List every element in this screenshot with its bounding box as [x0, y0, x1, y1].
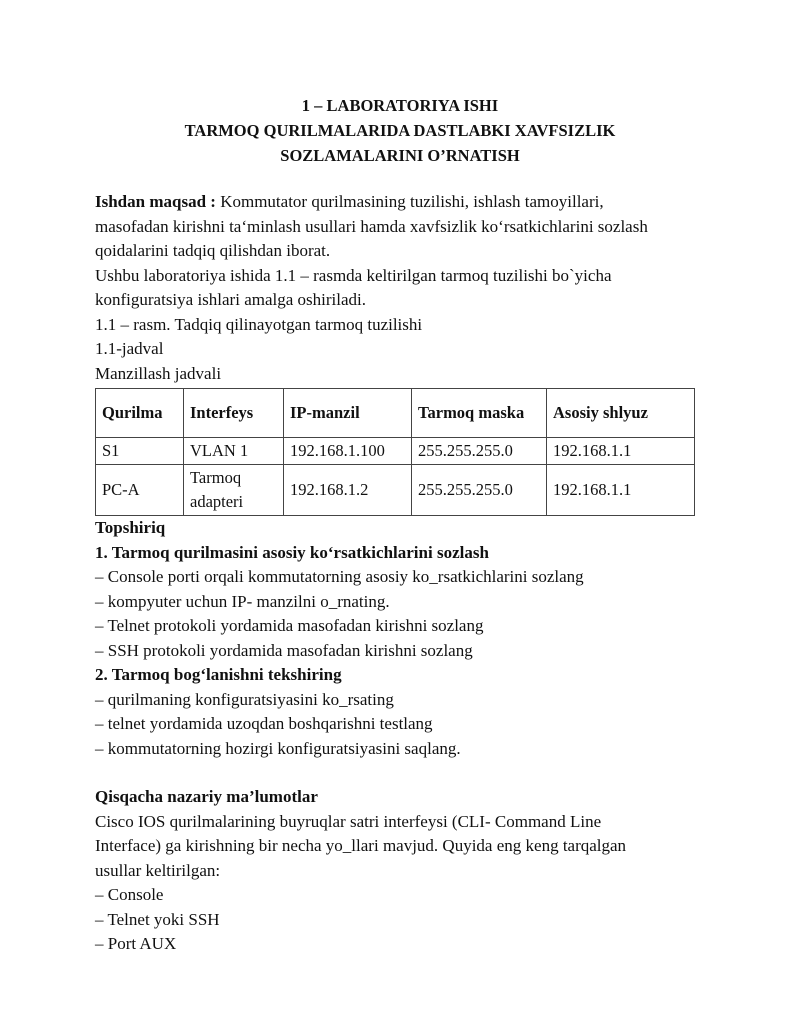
goal-label: Ishdan maqsad :: [95, 192, 216, 211]
title-line-2: TARMOQ QURILMALARIDA DASTLABKI XAVFSIZLIK: [184, 121, 616, 140]
table-cell: 255.255.255.0: [412, 438, 547, 465]
table-title: Manzillash jadvali: [95, 363, 222, 383]
table-row: [96, 465, 695, 516]
list-item: – telnet yordamida uzoqdan boshqarishni testlang: [95, 714, 433, 733]
table-cell: 192.168.1.1: [547, 465, 695, 516]
list-item: – kompyuter uchun IP- manzilni o_rnating.: [95, 591, 390, 611]
figure-caption: 1.1 – rasm. Tadqiq qilinayotgan tarmoq tuzilishi: [95, 314, 423, 334]
list-item: – Console: [95, 885, 164, 904]
table-cell: PC-A: [96, 465, 184, 516]
document-page: [95, 93, 705, 957]
table-cell: 192.168.1.100: [284, 438, 412, 465]
table-cell: 192.168.1.1: [547, 438, 695, 465]
task-heading: Topshiriq: [95, 518, 166, 537]
table-number: 1.1-jadval: [95, 339, 164, 358]
task-part2-title: 2. Tarmoq bog‘lanishni tekshiring: [95, 665, 342, 684]
list-item: – qurilmaning konfiguratsiyasini ko_rsating: [95, 689, 394, 709]
intro-para-1: Ushbu laboratoriya ishida 1.1 – rasmda keltirilgan tarmoq tuzilishi bo`yicha: [95, 265, 612, 285]
list-item: – Console porti orqali kommutatorning asosiy ko_rsatkichlarini sozlang: [95, 567, 584, 586]
list-item: – kommutatorning hozirgi konfiguratsiyasini saqlang.: [95, 738, 461, 758]
table-cell: 192.168.1.2: [284, 465, 412, 516]
table-cell: S1: [96, 438, 184, 465]
document-title: [95, 93, 705, 168]
table-cell: 255.255.255.0: [412, 465, 547, 516]
intro-para-2: konfiguratsiya ishlari amalga oshiriladi.: [95, 290, 366, 309]
table-row: [96, 438, 695, 465]
list-item: – Telnet yoki SSH: [95, 909, 220, 929]
goal-text-1: Kommutator qurilmasining tuzilishi, ishlash tamoyillari,: [215, 192, 604, 211]
header-cell: Asosiy shlyuz: [547, 389, 695, 438]
theory-line-2: Interface) ga kirishning bir necha yo_llari mavjud. Quyida eng keng tarqalgan: [95, 836, 627, 855]
theory-line-1: Cisco IOS qurilmalarining buyruqlar satri interfeysi (CLI- Command Line: [95, 811, 602, 831]
goal-text-3: qoidalarini tadqiq qilishdan iborat.: [95, 241, 331, 260]
goal-text-2: masofadan kirishni ta‘minlash usullari hamda xavfsizlik ko‘rsatkichlarini sozlash: [95, 216, 648, 236]
table-cell: Tarmoq adapteri: [184, 465, 284, 516]
theory-heading: Qisqacha nazariy ma’lumotlar: [95, 787, 318, 806]
goal-line-1: [95, 190, 705, 215]
header-cell: Tarmoq maska: [412, 389, 547, 438]
list-item: – SSH protokoli yordamida masofadan kirishni sozlang: [95, 640, 473, 660]
theory-line-3: usullar keltirilgan:: [95, 860, 221, 880]
list-item: – Telnet protokoli yordamida masofadan kirishni sozlang: [95, 616, 484, 635]
header-cell: Interfeys: [184, 389, 284, 438]
table-header-row: [96, 389, 695, 438]
title-line-3: SOZLAMALARINI O’RNATISH: [280, 146, 520, 165]
task-part1-title: 1. Tarmoq qurilmasini asosiy ko‘rsatkichlarini sozlash: [95, 542, 489, 562]
title-line-1: 1 – LABORATORIYA ISHI: [301, 96, 499, 115]
header-cell: Qurilma: [96, 389, 184, 438]
list-item: – Port AUX: [95, 934, 177, 953]
address-table: [95, 388, 695, 516]
table-cell: VLAN 1: [184, 438, 284, 465]
header-cell: IP-manzil: [284, 389, 412, 438]
